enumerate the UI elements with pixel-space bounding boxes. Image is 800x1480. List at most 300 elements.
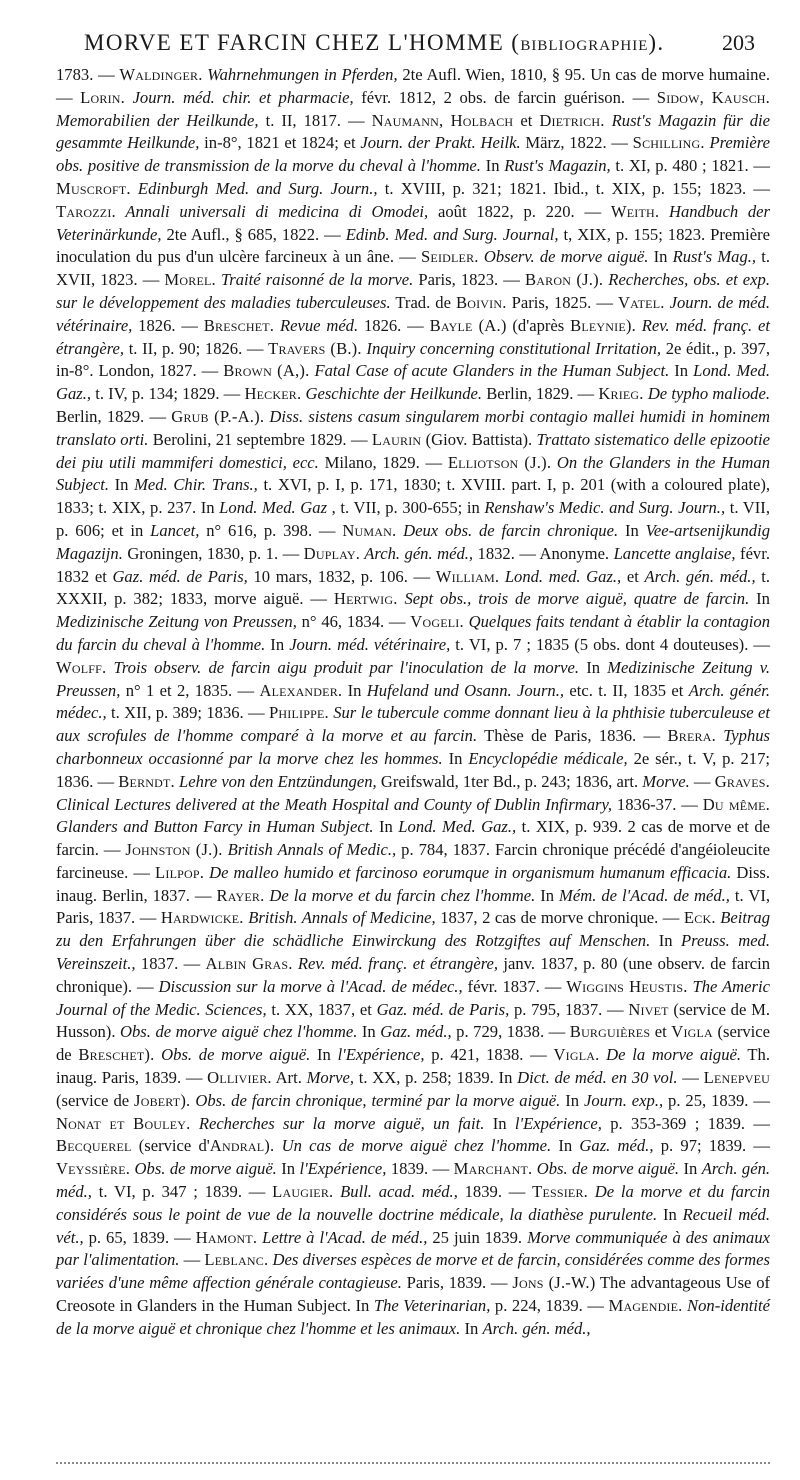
- entry-text: —: [689, 771, 715, 791]
- entry-author: Travers (B.).: [268, 338, 362, 358]
- entry-title: Obs. de farcin chronique, terminé par la morve aiguë.: [190, 1090, 561, 1110]
- entry-text: Diss. inaug. Berlin, 1837. —: [56, 862, 771, 905]
- entry-author: Johnston (J.).: [125, 840, 223, 860]
- bibliography-entry: [244, 384, 598, 403]
- entry-author: Eck.: [683, 908, 716, 928]
- entry-author: Philippe.: [269, 703, 329, 723]
- bibliography-entry: [372, 111, 540, 130]
- bibliography-entry: [515, 1114, 770, 1133]
- entry-text: Art.: [271, 1068, 307, 1088]
- entry-title: Morve,: [306, 1068, 355, 1088]
- entry-title: Hufeland und Osann. Journ.,: [366, 680, 565, 700]
- entry-title: Morve communiquée à des animaux par l'alimentation.: [56, 1227, 770, 1270]
- entry-text: In: [669, 361, 694, 381]
- entry-text: janv. 1837, p. 80 (une observ. de farcin chronique). —: [56, 954, 771, 996]
- bibliography-entry: [118, 772, 642, 791]
- entry-title: Memorabilien der Heilkunde,: [56, 110, 259, 130]
- entry-author: Grub (P.-A.).: [171, 406, 265, 426]
- entry-text: août 1822, p. 220. —: [428, 201, 611, 221]
- entry-title: Handbuch der Veterinärkunde,: [56, 201, 771, 244]
- bibliography-entry: [164, 270, 525, 289]
- entry-title: Lancet,: [150, 520, 200, 540]
- entry-title: Obs. de morve aiguë.: [154, 1045, 311, 1065]
- entry-text: —: [179, 1250, 205, 1270]
- entry-title: Fatal Case of acute Glanders in the Human Subject.: [309, 361, 670, 381]
- bibliography-entry: [579, 1136, 770, 1155]
- entry-text: In: [310, 1045, 338, 1065]
- entry-text: The advantageous Use of Creosote in Glanders in the Human Subject. In: [56, 1273, 771, 1316]
- bibliography-entry: [159, 977, 567, 996]
- bibliography-entry: [504, 156, 770, 175]
- entry-title: Journ. méd. chir. et pharmacie,: [125, 87, 354, 107]
- bibliography-entry: [642, 772, 714, 791]
- entry-text: Thèse de Paris, 1836. —: [477, 726, 668, 746]
- entry-text: t. XIX, p. 939. 2 cas de morve et de farcin. —: [56, 817, 770, 860]
- entry-lead: 1783. —: [56, 65, 120, 84]
- entry-title: Journ. de méd. vétérinaire,: [56, 292, 770, 335]
- entry-text: p. 224, 1839. —: [490, 1296, 609, 1316]
- entry-title: Vee-artsenijkundig Magazijn.: [56, 520, 770, 563]
- entry-text: In: [535, 885, 560, 905]
- entry-text: t. XVIII, p. 321; 1821. Ibid., t. XIX, p. 155; 1823. —: [377, 178, 770, 198]
- running-title-end: ).: [648, 30, 665, 55]
- entry-text: p. 25, 1839. —: [663, 1090, 770, 1110]
- entry-title: British Annals of Medic.,: [222, 840, 397, 860]
- entry-text: 1839. —: [457, 1182, 533, 1202]
- entry-title: Recueil méd. vét.,: [56, 1204, 770, 1247]
- entry-title: De la morve et du farcin considérés sous le point de vue de la nouvelle doctrine médicale, la diathèse purulente.: [56, 1182, 770, 1224]
- bibliography-entry: [56, 658, 607, 677]
- entry-text: Paris, 1825. —: [506, 292, 618, 312]
- bibliography-entry: [150, 521, 342, 540]
- entry-title: Arch. gén. méd.,: [482, 1318, 591, 1338]
- entry-text: (service de: [56, 1090, 135, 1110]
- entry-author: Ollivier.: [207, 1068, 272, 1088]
- entry-text: Greifswald, 1ter Bd., p. 243; 1836, art.: [376, 771, 643, 791]
- entry-text: In: [276, 1159, 300, 1179]
- entry-text: (service de: [56, 1022, 770, 1065]
- entry-title: Sept obs., trois de morve aiguë, quatre de farcin.: [397, 589, 750, 609]
- entry-text: Milano, 1829. —: [318, 452, 448, 472]
- entry-title: Lond. med. Gaz.,: [499, 566, 622, 586]
- entry-title: Lond. Med. Gaz.,: [56, 361, 770, 404]
- bibliography-entry: [161, 908, 684, 927]
- entry-text: In: [480, 156, 505, 176]
- entry-text: n° 1 et 2, 1835. —: [120, 680, 260, 700]
- entry-author: Berndt.: [118, 771, 175, 791]
- entry-title: De typho maliode.: [643, 384, 770, 404]
- entry-title: Gaz. méd. de Paris,: [112, 566, 248, 586]
- entry-title: Arch. gén. méd.,: [56, 1159, 771, 1202]
- entry-title: Arch. gén. méd.,: [644, 566, 756, 586]
- entry-title: Trattato sistematico delle epizootie dei piu utili mammiferi domestici, ecc.: [56, 429, 770, 472]
- entry-title: Journ. méd. vétérinaire,: [289, 634, 451, 654]
- entry-author: Jons (J.-W.): [512, 1273, 596, 1293]
- bibliography-entry: [482, 1319, 590, 1338]
- entry-title: Rust's Mag.,: [672, 247, 757, 267]
- entry-author: Lorin.: [80, 87, 125, 107]
- entry-text: n° 46, 1834. —: [296, 612, 411, 632]
- bibliography-entry: [584, 1091, 770, 1110]
- entry-author: Veyssière.: [56, 1159, 131, 1179]
- entry-author: Rayer.: [216, 885, 265, 905]
- entry-text: in-8°, 1821 et 1824; et: [199, 133, 361, 153]
- bibliography-entry: [338, 1045, 554, 1064]
- entry-title: Annali universali di medicina di Omodei,: [115, 201, 429, 221]
- entry-title: Journ. der Prakt. Heilk.: [360, 133, 521, 153]
- entry-title: Glanders and Button Farcy in Human Subject.: [56, 817, 374, 837]
- entry-text: 1839. —: [386, 1159, 454, 1179]
- entry-text: Berolini, 21 septembre 1829. —: [148, 429, 372, 449]
- bibliography-entry: [56, 612, 410, 631]
- entry-author: Lilpop.: [155, 862, 205, 882]
- entry-text: t. XVII, 1823. —: [56, 247, 770, 290]
- bibliography-entry: [570, 1022, 671, 1041]
- entry-text: 1826. —: [132, 315, 204, 335]
- entry-title: Obs. de morve aiguë.: [532, 1159, 680, 1179]
- page-header: [0, 26, 800, 66]
- entry-text: t. XXXII, p. 382; 1833, morve aiguë. —: [56, 566, 770, 609]
- entry-title: Recherches, obs. et exp. sur le développement des maladies tuberculeuses.: [56, 270, 770, 312]
- bibliography-entry: [80, 88, 657, 107]
- entry-text: (service de M. Husson).: [56, 999, 770, 1042]
- entry-title: Lond. Med. Gaz.,: [398, 817, 517, 837]
- entry-text: n° 616, p. 398. —: [199, 520, 343, 540]
- bibliography-entry: [272, 1182, 532, 1201]
- entry-title: Geschichte der Heilkunde.: [301, 384, 483, 404]
- entry-text: Trad. de: [390, 292, 456, 312]
- entry-text: 2te Aufl., § 685, 1822. —: [161, 224, 346, 244]
- entry-author: Andral).: [209, 1136, 275, 1156]
- page-number: 203: [722, 30, 755, 55]
- entry-text: t, XIX, p. 155; 1823. Première inoculation du pus d'un ulcère farcineux à un âne. —: [56, 224, 771, 267]
- bibliography-entry: [219, 498, 484, 517]
- entry-text: In: [342, 680, 367, 700]
- entry-title: Obs. de morve aiguë chez l'homme.: [120, 1022, 358, 1042]
- bibliography-entry: [367, 681, 689, 700]
- entry-text: In: [442, 748, 469, 768]
- entry-text: Groningen, 1830, p. 1. —: [122, 543, 304, 563]
- bibliography-entry: [421, 247, 673, 266]
- entry-title: Edinb. Med. and Surg. Journal,: [345, 224, 559, 244]
- entry-author: Waldinger.: [119, 65, 203, 84]
- entry-author: Alexander.: [259, 680, 343, 700]
- entry-title: British. Annals of Medicine,: [243, 908, 436, 928]
- entry-title: Lettre à l'Acad. de méd.,: [257, 1227, 428, 1247]
- entry-text: In: [357, 1022, 381, 1042]
- entry-author: Marchant.: [453, 1159, 533, 1179]
- entry-author: Weith.: [610, 201, 660, 221]
- entry-title: Gaz. méd.,: [579, 1136, 654, 1156]
- entry-title: l'Expérience,: [514, 1113, 602, 1133]
- bibliography-entry: [56, 1159, 300, 1178]
- entry-title: Rev. méd. franç. et étrangère,: [292, 954, 499, 974]
- entry-title: Encyclopédie médicale,: [468, 748, 628, 768]
- entry-text: In: [749, 589, 770, 609]
- bibliography-entry: [223, 361, 693, 380]
- entry-text: 1826. —: [358, 315, 430, 335]
- entry-text: In: [373, 817, 399, 837]
- entry-text: —: [677, 1068, 704, 1088]
- entry-title: Rust's Magazin,: [504, 156, 611, 176]
- entry-author: Graves.: [714, 771, 771, 791]
- entry-text: In: [484, 1113, 515, 1133]
- bibliography-entry: [78, 1045, 337, 1064]
- entry-text: t. II, 1817. —: [258, 110, 372, 130]
- entry-title: Preuss. med. Vereinszeit.,: [56, 931, 770, 974]
- entry-title: Des diverses espèces de morve et de farcin, considérées comme des formes variées d'une même affection générale contagieuse.: [56, 1250, 770, 1293]
- bibliography-entry: [204, 316, 430, 335]
- entry-text: févr. 1832 et: [56, 543, 770, 586]
- entry-text: 2te Aufl. Wien, 1810, § 95. Un cas de morve humaine. —: [56, 65, 770, 107]
- entry-title: Medizinische Zeitung von Preussen,: [56, 612, 297, 632]
- entry-text: 2e édit., p. 397, in-8°. London, 1827. —: [56, 338, 770, 381]
- entry-author: Vatel.: [617, 292, 665, 312]
- entry-title: Mém. de l'Acad. de méd.,: [559, 885, 730, 905]
- entry-title: On the Glanders in the Human Subject.: [56, 452, 771, 495]
- entry-author: Vigla.: [553, 1045, 600, 1065]
- entry-text: In: [650, 931, 682, 951]
- entry-title: Gaz. méd. de Paris,: [376, 999, 510, 1019]
- entry-title: De la morve aiguë.: [599, 1045, 742, 1065]
- entry-title: Traité raisonné de la morve.: [215, 270, 414, 290]
- entry-text: t. VI, p. 347 ; 1839. —: [91, 1182, 273, 1202]
- entry-text: In: [551, 1136, 580, 1156]
- entry-author: Duplay.: [303, 543, 361, 563]
- entry-text: t. IV, p. 134; 1829. —: [91, 384, 245, 404]
- entry-author: Boivin.: [455, 292, 507, 312]
- entry-author: Baron (J.).: [525, 270, 604, 290]
- entry-title: Beitrag zu den Erfahrungen über die schädliche Einwirckung des Rotzgiftes auf Menschen.: [56, 908, 770, 951]
- bibliography-entry: [196, 1228, 527, 1247]
- entry-text: In: [679, 1159, 702, 1179]
- entry-title: Première obs. positive de transmission de la morve du cheval à l'homme.: [56, 133, 770, 176]
- entry-author: Nonat et Bouley.: [56, 1113, 191, 1133]
- entry-text: 2e sér., t. V, p. 217; 1836. —: [56, 748, 771, 791]
- bibliography-entry: [134, 1091, 584, 1110]
- entry-author: Naumann, Holbach: [371, 110, 514, 130]
- entry-title: Observ. de morve aiguë.: [478, 247, 649, 267]
- entry-text: Th. inaug. Paris, 1839. —: [56, 1045, 771, 1088]
- entry-author: Hardwicke.: [160, 908, 244, 928]
- entry-text: In: [618, 520, 646, 540]
- entry-text: (service d': [131, 1136, 210, 1156]
- entry-text: t. XX, p. 258; 1839. In: [354, 1068, 518, 1088]
- entry-author: William.: [435, 566, 500, 586]
- entry-author: Tessier.: [532, 1182, 589, 1202]
- bibliography-entry: [300, 1159, 454, 1178]
- bibliography-entry: [334, 589, 770, 608]
- entry-author: Tarozzi.: [56, 201, 116, 221]
- entry-text: In: [265, 634, 290, 654]
- entry-title: Recherches sur la morve aiguë, un fait.: [190, 1113, 485, 1133]
- entry-author: Morel.: [164, 270, 216, 290]
- entry-title: Obs. de morve aiguë.: [130, 1159, 277, 1179]
- bibliography-entry: [430, 316, 570, 335]
- entry-author: Breschet.: [203, 315, 275, 335]
- entry-title: Typhus charbonneux occasionné par la morve chez les hommes.: [56, 726, 771, 768]
- footer-rule: [56, 1462, 770, 1464]
- entry-title: De malleo humido et farcinoso eorumque in organismum humanum efficacia.: [204, 862, 732, 882]
- running-title: [84, 30, 665, 56]
- entry-author: Lenepveu: [703, 1068, 771, 1088]
- entry-text: In: [109, 475, 135, 495]
- entry-author: Wolff.: [56, 657, 107, 677]
- entry-title: Journ. exp.,: [584, 1090, 664, 1110]
- bibliography-entry: [210, 1136, 580, 1155]
- entry-title: The Americ Journal of the Medic. Sciences,: [56, 976, 770, 1019]
- running-title-main: MORVE ET FARCIN CHEZ L'HOMME (: [84, 30, 521, 55]
- entry-text: t. VI, Paris, 1837. —: [56, 885, 770, 928]
- entry-text: etc. t. II, 1835 et: [564, 680, 689, 700]
- entry-title: Lehre von den Entzündungen,: [174, 771, 377, 791]
- entry-author: Seidler.: [421, 247, 479, 267]
- entry-title: Discussion sur la morve à l'Acad. de médec.,: [158, 976, 463, 996]
- bibliography-entry: [454, 1159, 702, 1178]
- bibliography-entry: [374, 1296, 609, 1315]
- bibliography-entry: [56, 202, 611, 221]
- entry-text: Paris, 1839. —: [401, 1273, 513, 1293]
- bibliography-entry: [56, 179, 770, 198]
- bibliography-entry: [56, 1114, 515, 1133]
- bibliography-entry: [436, 567, 645, 586]
- entry-text: 1836-37. —: [612, 794, 703, 814]
- entry-author: Dietrich.: [539, 110, 605, 130]
- bibliography-entry: [56, 1136, 210, 1155]
- entry-title: Deux obs. de farcin chronique.: [396, 520, 619, 540]
- entry-text: et: [513, 110, 540, 130]
- bibliography-entry: [380, 1022, 570, 1041]
- entry-title: Dict. de méd. en 30 vol.: [517, 1068, 678, 1088]
- entry-text: 1837, 2 cas de morve chronique. —: [435, 908, 684, 928]
- bibliography-entry: [304, 544, 614, 563]
- entry-title: Med. Chir. Trans.,: [134, 475, 258, 495]
- entry-text: 1837. —: [135, 954, 206, 974]
- entry-title: Trois observ. de farcin aigu produit par l'inoculation de la morve.: [106, 657, 580, 677]
- entry-title: Rust's Magazin für die gesammte Heilkunde,: [56, 110, 770, 153]
- entry-text: In: [560, 1090, 584, 1110]
- entry-author: Du même.: [702, 794, 770, 814]
- entry-text: (Giov. Battista).: [421, 429, 537, 449]
- entry-title: Medizinische Zeitung v. Preussen,: [56, 657, 771, 700]
- entry-author: Wiggins Heustis.: [566, 976, 688, 996]
- entry-title: Morve.: [642, 771, 690, 791]
- entry-title: De la morve et du farcin chez l'homme.: [264, 885, 536, 905]
- entry-title: Lancette anglaise,: [613, 543, 736, 563]
- entry-author: Brown (A,).: [223, 361, 310, 381]
- entry-title: Wahrnehmungen in Pferden,: [202, 65, 398, 84]
- entry-text: In: [657, 1204, 683, 1224]
- entry-text: et: [650, 1022, 672, 1042]
- bibliography-entry: [372, 430, 537, 449]
- entry-text: p. 421, 1838. —: [424, 1045, 554, 1065]
- entry-title: Edinburgh Med. and Surg. Journ.,: [130, 178, 378, 198]
- entry-title: Clinical Lectures delivered at the Meath Hospital and County of Dublin Infirmary,: [56, 794, 613, 814]
- entry-title: Arch. génér. médec.,: [56, 680, 770, 723]
- entry-title: Diss. sistens casum singularem morbi contagio mallei humidi in hominem translato orti.: [56, 406, 770, 449]
- bibliography-entry: [342, 521, 645, 540]
- entry-text: t. XVI, p. I, p. 171, 1830; t. XVIII. part. I, p. 201 (with a coloured plate), 1833; t. XIX, p. 237. In: [56, 475, 770, 518]
- entry-author: Vigla: [671, 1022, 713, 1042]
- entry-text: p. 353-369 ; 1839. —: [601, 1113, 770, 1133]
- entry-author: Magendie.: [608, 1296, 683, 1316]
- entry-author: Laugier.: [272, 1182, 334, 1202]
- entry-author: Muscroft.: [56, 178, 131, 198]
- entry-title: Rev. méd. franç. et étrangère,: [56, 315, 771, 358]
- entry-text: (d'après: [506, 315, 571, 335]
- running-title-subtitle: BIBLIOGRAPHIE: [520, 38, 649, 54]
- entry-title: Inquiry concerning constitutional Irritation,: [361, 338, 662, 358]
- bibliography-text: [56, 64, 770, 1341]
- bibliography-entry: [289, 635, 770, 654]
- entry-text: févr. 1812, 2 obs. de farcin guérison. —: [353, 87, 657, 107]
- entry-title: Bull. acad. méd.,: [333, 1182, 458, 1202]
- bibliography-entry: [517, 1068, 704, 1087]
- entry-text: p. 795, 1837. —: [509, 999, 629, 1019]
- entry-text: 1832. — Anonyme.: [473, 543, 614, 563]
- entry-author: Leblanc.: [204, 1250, 269, 1270]
- entry-author: Numan.: [342, 520, 397, 540]
- entry-text: t. XII, p. 389; 1836. —: [106, 703, 269, 723]
- entry-text: In: [579, 657, 608, 677]
- entry-text: p. 784, 1837. Farcin chronique précédé d'angéioleucite farcineuse. —: [56, 840, 770, 882]
- entry-text: t. XX, 1837, et: [266, 999, 377, 1019]
- entry-text: März, 1822. —: [520, 133, 633, 153]
- entry-author: Krieg.: [598, 384, 644, 404]
- bibliography-entry: [259, 681, 366, 700]
- entry-author: Vogeli.: [410, 612, 464, 632]
- entry-author: Sidow, Kausch.: [656, 87, 771, 107]
- entry-author: Bayle (A.): [429, 315, 507, 335]
- entry-text: t. XI, p. 480 ; 1821. —: [610, 156, 770, 176]
- bibliography-entry: [377, 1000, 629, 1019]
- entry-title: Quelques faits tendant à établir la contagion du farcin du cheval à l'homme.: [56, 612, 771, 654]
- entry-text: t. VII, p. 606; et in: [56, 498, 770, 540]
- entry-author: Albin Gras.: [205, 954, 293, 974]
- entry-author: Schilling.: [632, 133, 705, 153]
- entry-text: , t. VII, p. 300-655; in: [327, 498, 485, 518]
- entry-author: Bleynie).: [570, 315, 636, 335]
- bibliography-entry: [456, 293, 618, 312]
- entry-author: Hertwig.: [333, 589, 398, 609]
- entry-text: 25 juin 1839.: [427, 1227, 528, 1247]
- entry-title: Un cas de morve aiguë chez l'homme.: [274, 1136, 552, 1156]
- entry-title: l'Expérience,: [299, 1159, 387, 1179]
- entry-text: févr. 1837. —: [462, 976, 567, 996]
- entry-text: t. II, p. 90; 1826. —: [124, 338, 269, 358]
- entry-text: p. 65, 1839. —: [83, 1227, 196, 1247]
- entry-title: The Veterinarian,: [373, 1296, 491, 1316]
- bibliography-entry: [207, 1068, 306, 1087]
- entry-author: Laurin: [371, 429, 422, 449]
- entry-title: Arch. gén. méd.,: [360, 543, 474, 563]
- entry-title: Non-identité de la morve aiguë et chronique chez l'homme et les animaux.: [56, 1296, 771, 1338]
- entry-title: Lond. Med. Gaz: [219, 498, 328, 518]
- entry-text: In: [460, 1318, 483, 1338]
- entry-text: Paris, 1823. —: [413, 270, 526, 290]
- entry-text: t. VI, p. 7 ; 1835 (5 obs. dont 4 douteuses). —: [450, 634, 770, 654]
- entry-text: Berlin, 1829. —: [56, 406, 172, 426]
- entry-author: Brera.: [667, 726, 716, 746]
- entry-text: Berlin, 1829. —: [482, 384, 599, 404]
- entry-text: p. 97; 1839. —: [653, 1136, 770, 1156]
- bibliography-entry: [120, 1022, 380, 1041]
- entry-author: Hecker.: [244, 384, 302, 404]
- bibliography-entry: [112, 567, 435, 586]
- entry-title: Gaz. méd.,: [380, 1022, 452, 1042]
- entry-title: Sur le tubercule comme donnant lieu à la phthisie tuberculeuse et aux scrofules de l'homme comparé à la morve et au farcin.: [56, 703, 770, 746]
- entry-text: 10 mars, 1832, p. 106. —: [247, 566, 436, 586]
